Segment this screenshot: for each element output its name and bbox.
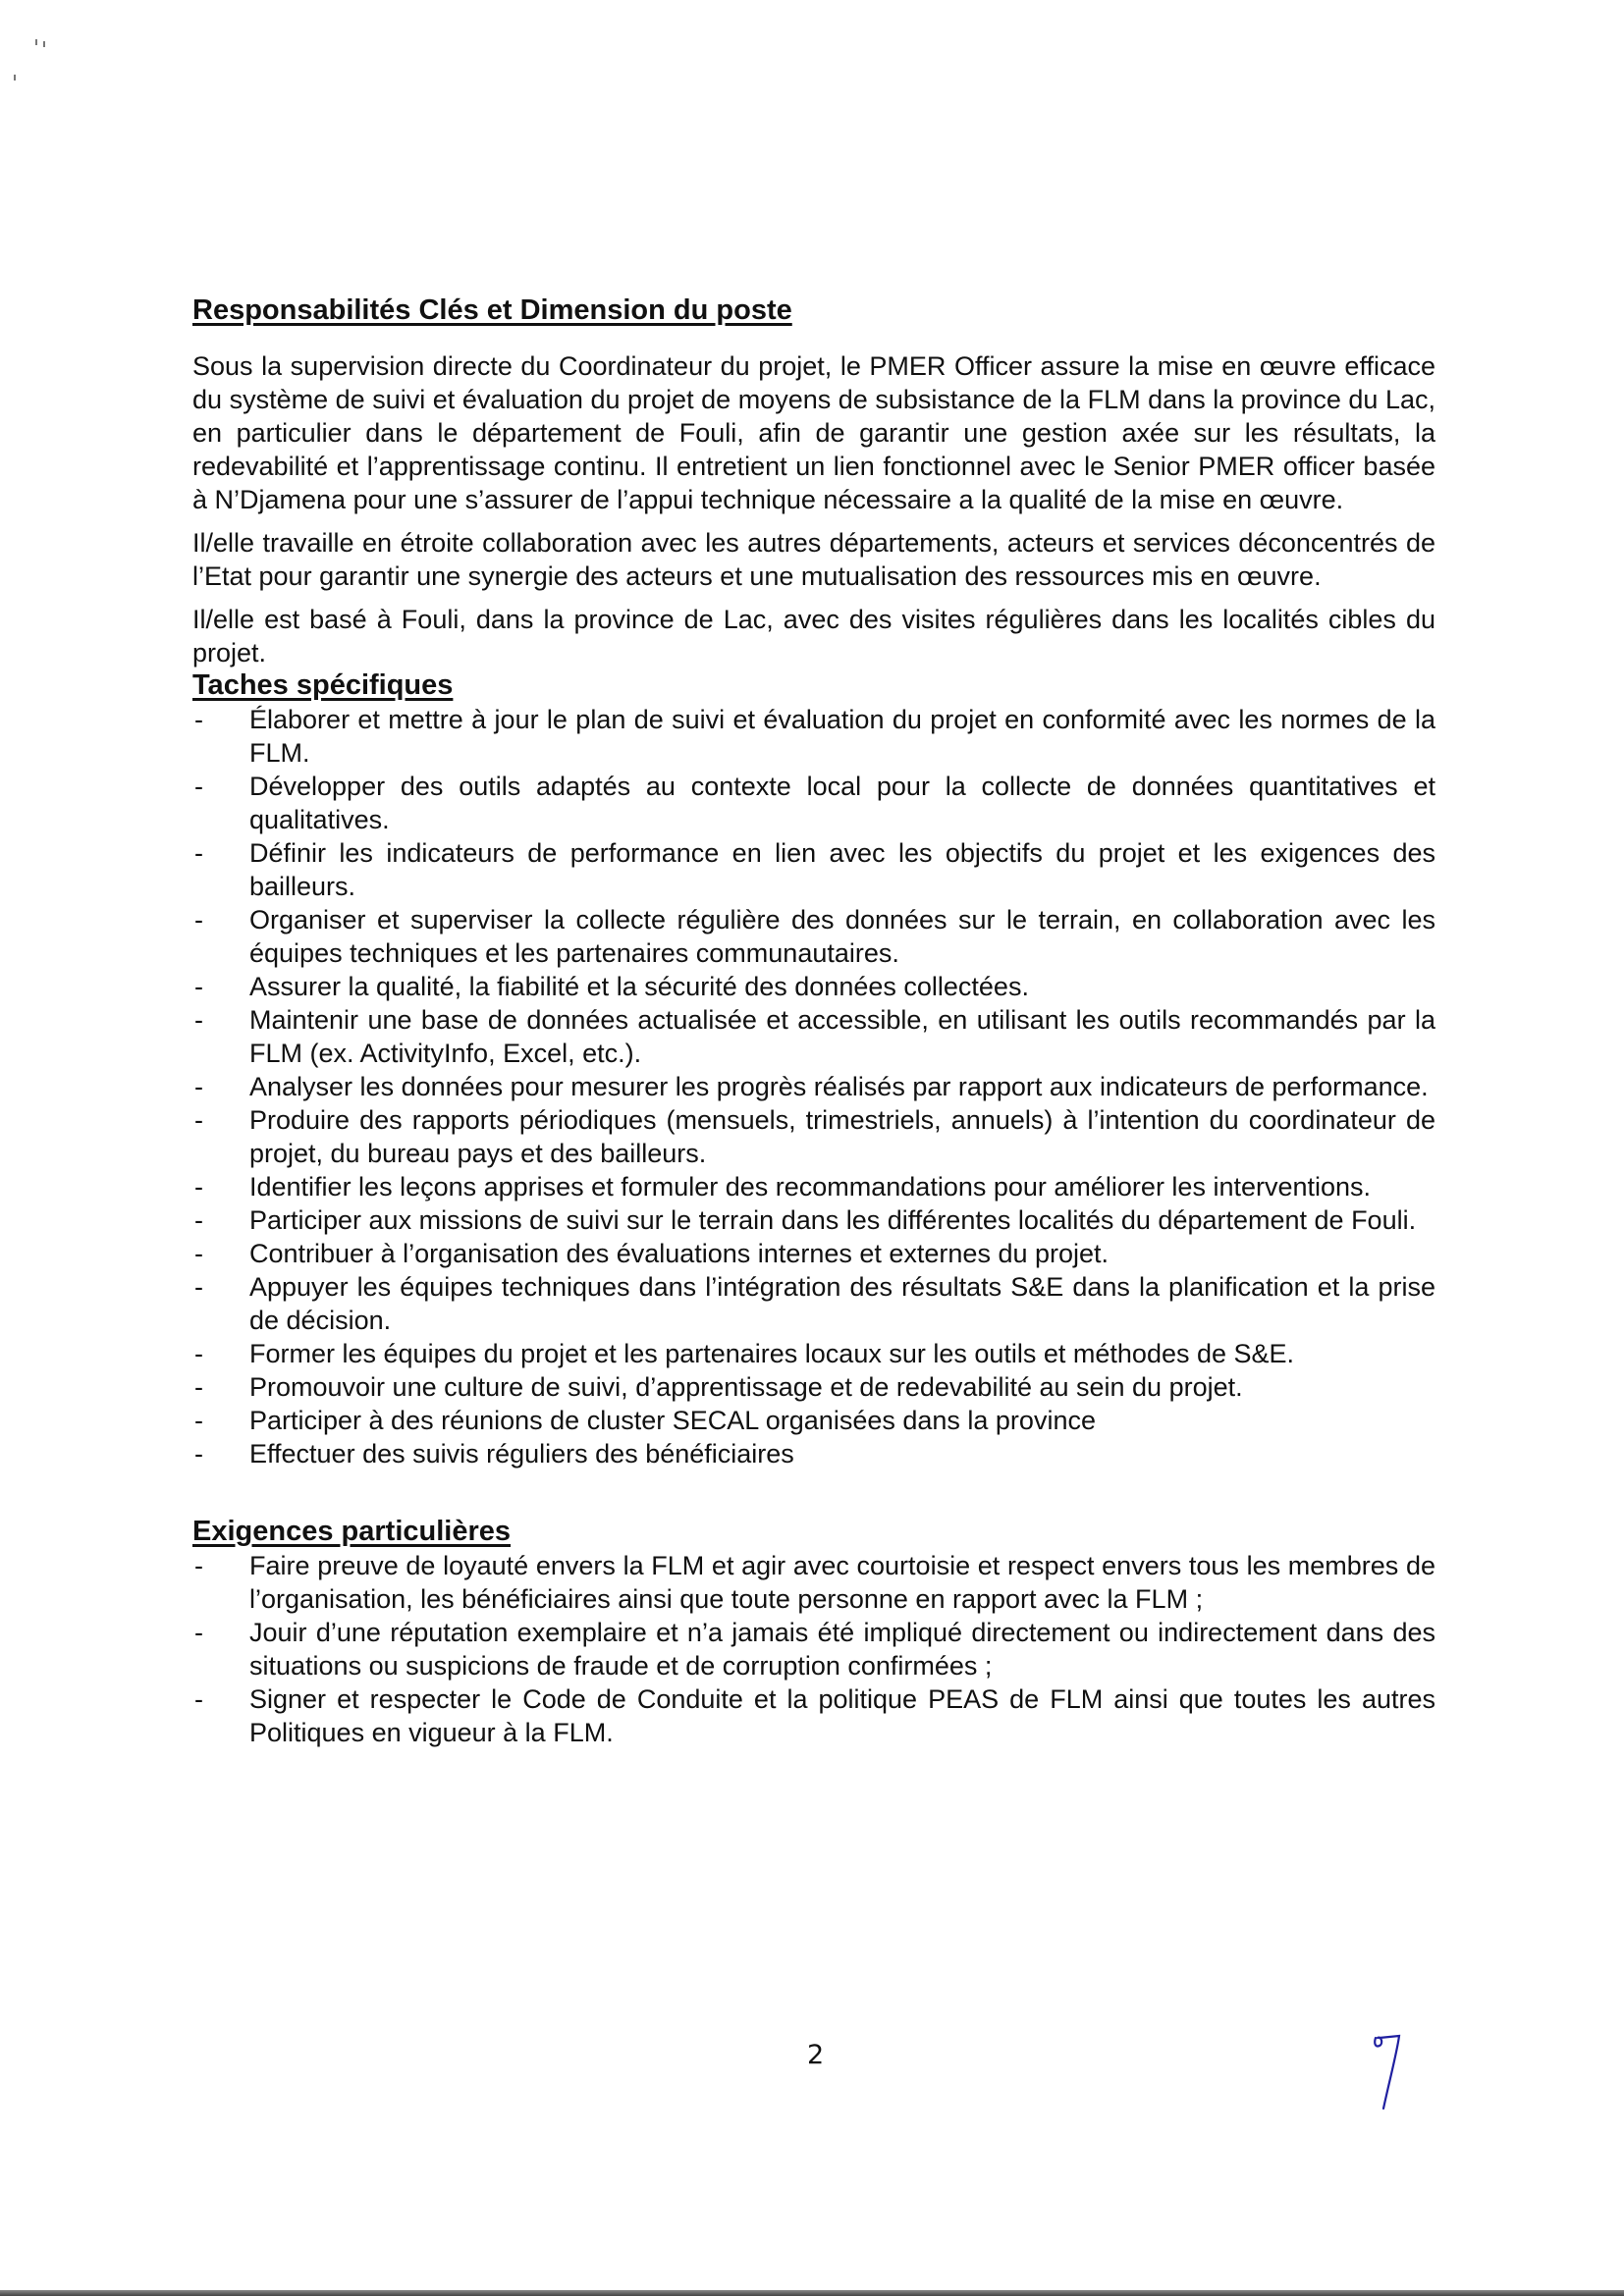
dash-bullet-icon: - xyxy=(194,1205,203,1235)
dash-bullet-icon: - xyxy=(194,1439,203,1468)
list-item: - Identifier les leçons apprises et formuler des recommandations pour améliorer les interventions. xyxy=(194,1172,1372,1201)
list-item: - Effectuer des suivis réguliers des bénéficiaires xyxy=(194,1439,794,1468)
dash-bullet-icon: - xyxy=(194,1105,203,1135)
dash-bullet-icon: - xyxy=(194,1551,203,1580)
page-number: 2 xyxy=(807,2040,825,2070)
dash-bullet-icon: - xyxy=(194,1005,203,1035)
dash-bullet-icon: - xyxy=(194,1406,203,1435)
dash-bullet-icon: - xyxy=(194,1072,203,1101)
list-item: - Produire des rapports périodiques (mensuels, trimestriels, annuels) à l’intention du coordinateur de projet, du bureau pays et des bailleurs. xyxy=(194,1105,1435,1168)
paragraph-collaboration: Il/elle travaille en étroite collaboration avec les autres départements, acteurs et services déconcentrés de l’Etat pour garantir une synergie des acteurs et une mutualisation des ressources mis en œuvre. xyxy=(192,528,1435,591)
list-item: - Jouir d’une réputation exemplaire et n’a jamais été impliqué directement ou indirectement dans des situations ou suspicions de fraude et de corruption confirmées ; xyxy=(194,1618,1435,1681)
dash-bullet-icon: - xyxy=(194,972,203,1001)
list-item: - Promouvoir une culture de suivi, d’apprentissage et de redevabilité au sein du projet. xyxy=(194,1372,1243,1402)
dash-bullet-icon: - xyxy=(194,1618,203,1647)
list-item: - Définir les indicateurs de performance en lien avec les objectifs du projet et les exigences des bailleurs. xyxy=(194,838,1435,901)
paragraph-supervision: Sous la supervision directe du Coordinateur du projet, le PMER Officer assure la mise en œuvre efficace du système de suivi et évaluation du projet de moyens de subsistance de la FLM dans la province du Lac, en particulier dans le département de Fouli, afin de garantir une gestion axée sur les résultats, la redevabilité et l’apprentissage continu. Il entretient un lien fonctionnel avec le Senior PMER officer basée à N’Djamena pour une s’assurer de l’appui technique nécessaire a la qualité de la mise en œuvre. xyxy=(192,351,1435,514)
dash-bullet-icon: - xyxy=(194,1272,203,1302)
list-item: - Former les équipes du projet et les partenaires locaux sur les outils et méthodes de S&E. xyxy=(194,1339,1295,1368)
dash-bullet-icon: - xyxy=(194,838,203,868)
dash-bullet-icon: - xyxy=(194,905,203,934)
paragraph-location: Il/elle est basé à Fouli, dans la province de Lac, avec des visites régulières dans les localités cibles du projet. xyxy=(192,605,1435,667)
list-item: - Participer à des réunions de cluster SECAL organisées dans la province xyxy=(194,1406,1096,1435)
list-item: - Participer aux missions de suivi sur le terrain dans les différentes localités du département de Fouli. xyxy=(194,1205,1417,1235)
dash-bullet-icon: - xyxy=(194,705,203,734)
task-list xyxy=(192,703,1435,1470)
dash-bullet-icon: - xyxy=(194,1172,203,1201)
scan-speck xyxy=(14,75,16,80)
scan-edge-bar xyxy=(0,2290,1624,2296)
document-page xyxy=(192,293,1435,1749)
scan-speck xyxy=(35,39,37,45)
list-item: - Élaborer et mettre à jour le plan de suivi et évaluation du projet en conformité avec les normes de la FLM. xyxy=(194,705,1435,768)
list-item: - Développer des outils adaptés au contexte local pour la collecte de données quantitatives et qualitatives. xyxy=(194,772,1435,834)
list-item: - Signer et respecter le Code de Conduite et la politique PEAS de FLM ainsi que toutes les autres Politiques en vigueur à la FLM. xyxy=(194,1684,1435,1747)
section-title-responsabilites: Responsabilités Clés et Dimension du poste xyxy=(192,294,792,326)
section-title-taches: Taches spécifiques xyxy=(192,669,454,701)
scan-speck xyxy=(43,41,45,47)
section-title-exigences: Exigences particulières xyxy=(192,1516,511,1547)
list-item: - Analyser les données pour mesurer les progrès réalisés par rapport aux indicateurs de performance. xyxy=(194,1072,1429,1101)
list-item: - Assurer la qualité, la fiabilité et la sécurité des données collectées. xyxy=(194,972,1029,1001)
list-item: - Appuyer les équipes techniques dans l’intégration des résultats S&E dans la planification et la prise de décision. xyxy=(194,1272,1435,1335)
requirements-list xyxy=(192,1549,1435,1749)
list-item: - Organiser et superviser la collecte régulière des données sur le terrain, en collaboration avec les équipes techniques et les partenaires communautaires. xyxy=(194,905,1435,968)
list-item: - Maintenir une base de données actualisée et accessible, en utilisant les outils recommandés par la FLM (ex. ActivityInfo, Excel, etc.). xyxy=(194,1005,1435,1068)
list-item: - Contribuer à l’organisation des évaluations internes et externes du projet. xyxy=(194,1239,1110,1268)
dash-bullet-icon: - xyxy=(194,1684,203,1714)
dash-bullet-icon: - xyxy=(194,1372,203,1402)
dash-bullet-icon: - xyxy=(194,772,203,801)
dash-bullet-icon: - xyxy=(194,1239,203,1268)
handwritten-mark-icon xyxy=(1370,2032,1409,2115)
dash-bullet-icon: - xyxy=(194,1339,203,1368)
list-item: - Faire preuve de loyauté envers la FLM et agir avec courtoisie et respect envers tous les membres de l’organisation, les bénéficiaires ainsi que toute personne en rapport avec la FLM ; xyxy=(194,1551,1435,1614)
